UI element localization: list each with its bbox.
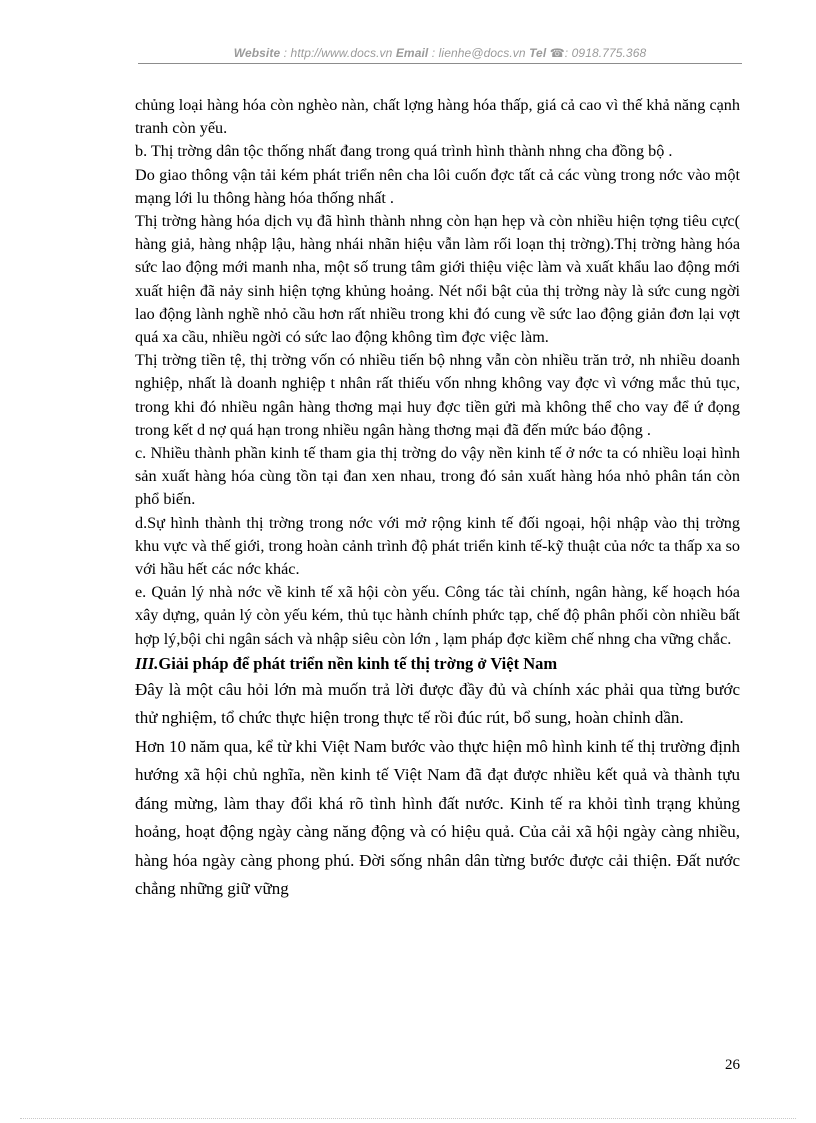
email-separator: :: [428, 46, 439, 60]
paragraph: d.Sự hình thành thị trờng trong nớc với mở rộng kinh tế đối ngoại, hội nhập vào thị trờng khu vực và thế giới, trong hoàn cảnh trình độ phát triển kinh tế-kỹ thuật của nớc ta thấp xa so với hầu hết các nớc khác.: [135, 513, 740, 579]
website-url[interactable]: http://www.docs.vn: [290, 46, 393, 60]
paragraph: Thị trờng tiền tệ, thị trờng vốn có nhiều tiến bộ nhng vẫn còn nhiều trăn trở, nh nhiều doanh nghiệp, nhất là doanh nghiệp t nhân rất thiếu vốn nhng không vay đợc vì vớng mắc thủ tục, trong khi đó nhiều ngân hàng thơng mại huy đợc tiền gửi mà không thể cho vay để ứ đọng trong kết d nợ quá hạn trong nhiều ngân hàng thơng mại đã đến mức báo động .: [135, 351, 740, 439]
email-label: Email: [395, 46, 429, 60]
paragraph: Hơn 10 năm qua, kể từ khi Việt Nam bước vào thực hiện mô hình kinh tế thị trường định hướng xã hội chủ nghĩa, nền kinh tế Việt Nam đã đạt được nhiều kết quả và thành tựu đáng mừng, làm thay đổi khá rõ tình hình đất nước. Kinh tế ra khỏi tình trạng khủng hoảng, hoạt động ngày càng năng động và có hiệu quả. Của cải xã hội ngày càng nhiều, hàng hóa ngày càng phong phú. Đời sống nhân dân từng bước được cải thiện. Đất nước chẳng những giữ vững: [135, 736, 740, 899]
paragraph: Do giao thông vận tải kém phát triển nên cha lôi cuốn đợc tất cả các vùng trong nớc vào một mạng lới lu thông hàng hóa thống nhất .: [135, 165, 740, 207]
paragraph: e. Quản lý nhà nớc về kinh tế xã hội còn yếu. Công tác tài chính, ngân hàng, kế hoạch hóa xây dựng, quản lý còn yếu kém, thủ tục hành chính phức tạp, chế độ phân phối còn nhiều bất hợp lý,bội chi ngân sách và nhập siêu còn lớn , lạm pháp đợc kiềm chế nhng cha vững chắc.: [135, 583, 740, 648]
email-address[interactable]: lienhe@docs.vn: [438, 46, 526, 60]
phone-icon: ☎: [549, 46, 565, 60]
tel-number: 0918.775.368: [571, 46, 647, 60]
paragraph: b. Thị trờng dân tộc thống nhất đang trong quá trình hình thành nhng cha đồng bộ .: [135, 142, 673, 161]
section-numeral: III.: [135, 653, 159, 673]
page-number: 26: [725, 1057, 740, 1073]
paragraph: Đây là một câu hỏi lớn mà muốn trả lời được đầy đủ và chính xác phải qua từng bước thử nghiệm, tổ chức thực hiện trong thực tế rồi đúc rút, bổ sung, hoàn chỉnh dần.: [135, 679, 740, 728]
paragraph: chủng loại hàng hóa còn nghèo nàn, chất lợng hàng hóa thấp, giá cả cao vì thế khả năng cạnh tranh còn yếu.: [135, 96, 740, 138]
tel-separator: :: [564, 46, 572, 60]
website-separator: :: [280, 46, 291, 60]
footer-divider: [20, 1118, 796, 1119]
website-label: Website: [233, 46, 281, 60]
body-text: [135, 94, 740, 904]
page-header: [138, 46, 742, 64]
tel-label: Tel: [529, 46, 547, 60]
section-heading: [135, 651, 740, 676]
section-title: Giải pháp để phát triển nền kinh tế thị trờng ở Việt Nam: [158, 653, 558, 673]
paragraph: c. Nhiều thành phần kinh tế tham gia thị trờng do vậy nền kinh tế ở nớc ta có nhiều loại hình sản xuất hàng hóa cùng tồn tại đan xen nhau, trong đó sản xuất hàng hóa nhỏ phân tán còn phổ biến.: [135, 444, 740, 509]
paragraph: Thị trờng hàng hóa dịch vụ đã hình thành nhng còn hạn hẹp và còn nhiều hiện tợng tiêu cực( hàng giả, hàng nhập lậu, hàng nhái nhãn hiệu vẫn làm rối loạn thị trờng).Thị trờng hàng hóa sức lao động mới manh nha, một số trung tâm giới thiệu việc làm và xuất khẩu lao động mới xuất hiện đã nảy sinh hiện tợng khủng hoảng. Nét nổi bật của thị trờng này là sức cung ngời lao động lành nghề nhỏ cầu hơn rất nhiều trong khi đó cung về sức lao động giản đơn lại vợt quá xa cầu, nhiều ngời có sức lao động không tìm đợc việc làm.: [135, 212, 740, 347]
